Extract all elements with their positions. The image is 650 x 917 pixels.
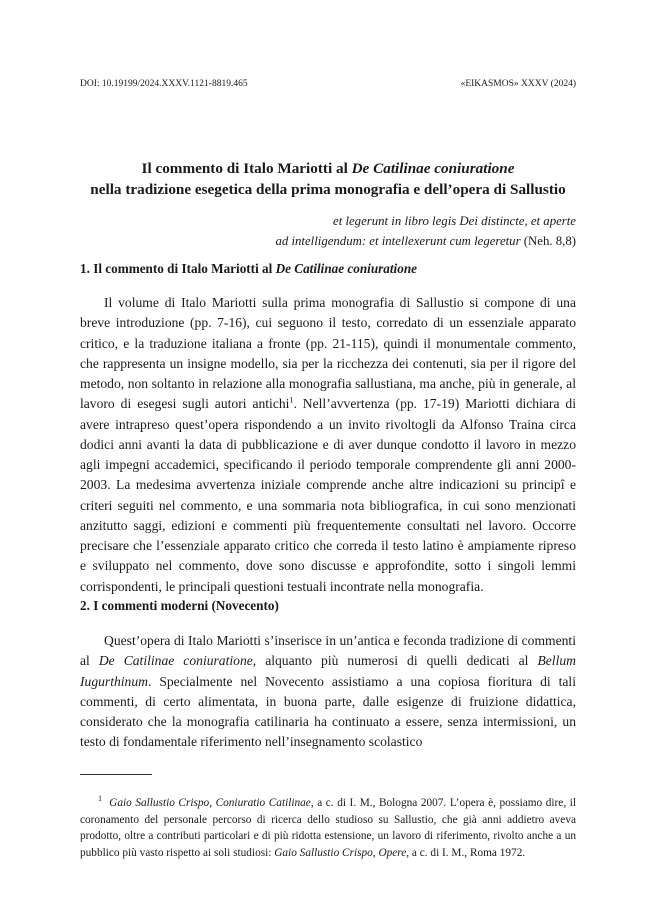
footnote-work-1: Gaio Sallustio Crispo, Coniuratio Catilinae — [109, 797, 311, 809]
section2-body — [80, 631, 576, 753]
section1-heading-work: De Catilinae coniuratione — [275, 261, 418, 276]
epigraph-line1: et legerunt in libro legis Dei distincte, et aperte — [333, 214, 576, 228]
section2-work-1: De Catilinae coniuratione — [98, 653, 253, 669]
section1-paragraph — [80, 293, 576, 597]
footnote — [80, 795, 576, 861]
journal-issue: «EIKASMOS» XXXV (2024) — [460, 79, 576, 89]
title-line2: nella tradizione esegetica della prima monografia e dell’opera di Sallustio — [90, 181, 566, 198]
epigraph — [150, 211, 576, 251]
section2-text-c: . Specialmente nel Novecento assistiamo a una copiosa fioritura di tali commenti, di certo alimentata, in buona parte, dalle esigenze di fruizione didattica, considerato che la monografia catilinaria ha continuato a essere, senza intermissioni, un testo di fondamentale riferimento nell’insegnamento scolastico — [80, 673, 576, 750]
footnote-text-2: , a c. di I. M., Roma 1972. — [406, 846, 526, 859]
running-header — [80, 79, 576, 93]
title-line1-text: Il commento di Italo Mariotti al — [141, 160, 352, 177]
section2-paragraph — [80, 631, 576, 753]
section1-body — [80, 293, 576, 597]
footnote-ref: 1 — [289, 395, 294, 405]
section2-heading: 2. I commenti moderni (Novecento) — [80, 598, 279, 613]
section2-text-a: Quest’opera di Italo Mariotti s’inserisce in un’antica e feconda tradizione di commenti al — [80, 633, 576, 669]
section1-heading-text: 1. Il commento di Italo Mariotti al — [80, 261, 276, 276]
footnote-text-1: , a c. di I. M., Bologna 2007. L’opera è, possiamo dire, il coronamento del personale percorso di ricerca dello studioso su Sallustio, che già anni addietro aveva prodotto, oltre a contributi particolari e di più ridotta estensione, un lavoro di riferimento, rivolto anche a un pubblico più vasto rispetto ai soli studiosi: — [80, 797, 576, 859]
epigraph-line2: ad intelligendum: et intellexerunt cum legeretur — [275, 234, 521, 248]
section1-text-b: . Nell’avvertenza (pp. 17-19) Mariotti dichiara di avere intrapreso quest’opera rispondendo a un invito rivoltogli da Alfonso Traina circa dodici anni avanti la data di pubblicazione e di aver dunque condotto il lavoro in mezzo agli impegni accademici, specificando il periodo temporale comprendente gli anni 2000-2003. La medesima avvertenza iniziale comprende anche altre indicazioni su principî e criteri seguiti nel commento, e una sommaria nota bibliografica, in cui sono menzionati anzitutto saggi, edizioni e commenti più frequentemente consultati nel lavoro. Occorre precisare che l’essenziale apparato critico che correda il testo latino è ampiamente ripreso e sviluppato nel commento, dove sono discusse e approfondite, sotto i singoli lemmi corrispondenti, le principali questioni testuali incontrate nella monografia. — [80, 396, 577, 594]
article-title — [60, 158, 596, 200]
title-work-name: De Catilinae coniuratione — [351, 160, 515, 177]
section1-heading — [80, 261, 417, 277]
footnote-rule — [80, 774, 152, 775]
section2-text-b: , alquanto più numerosi di quelli dedicati al — [252, 653, 538, 669]
footnote-paragraph — [80, 795, 576, 861]
footnote-number: 1 — [98, 794, 102, 804]
footnote-work-2: Gaio Sallustio Crispo, Opere — [274, 846, 407, 859]
doi: DOI: 10.19199/2024.XXXV.1121-8819.465 — [80, 79, 248, 89]
section2-work-2: Bellum Iugurthinum — [80, 653, 576, 689]
epigraph-source: (Neh. 8,8) — [520, 234, 576, 248]
section1-text-a: Il volume di Italo Mariotti sulla prima monografia di Sallustio si compone di una breve introduzione (pp. 7-16), cui seguono il testo, corredato di un essenziale apparato critico, e la traduzione italiana a fronte (pp. 21-115), quindi il monumentale commento, che rappresenta un insigne modello, sia per la ricchezza dei contenuti, sia per il rigore del metodo, non soltanto in relazione alla monografia sallustiana, ma anche, più in generale, al lavoro di esegesi sugli autori antichi — [80, 295, 576, 412]
